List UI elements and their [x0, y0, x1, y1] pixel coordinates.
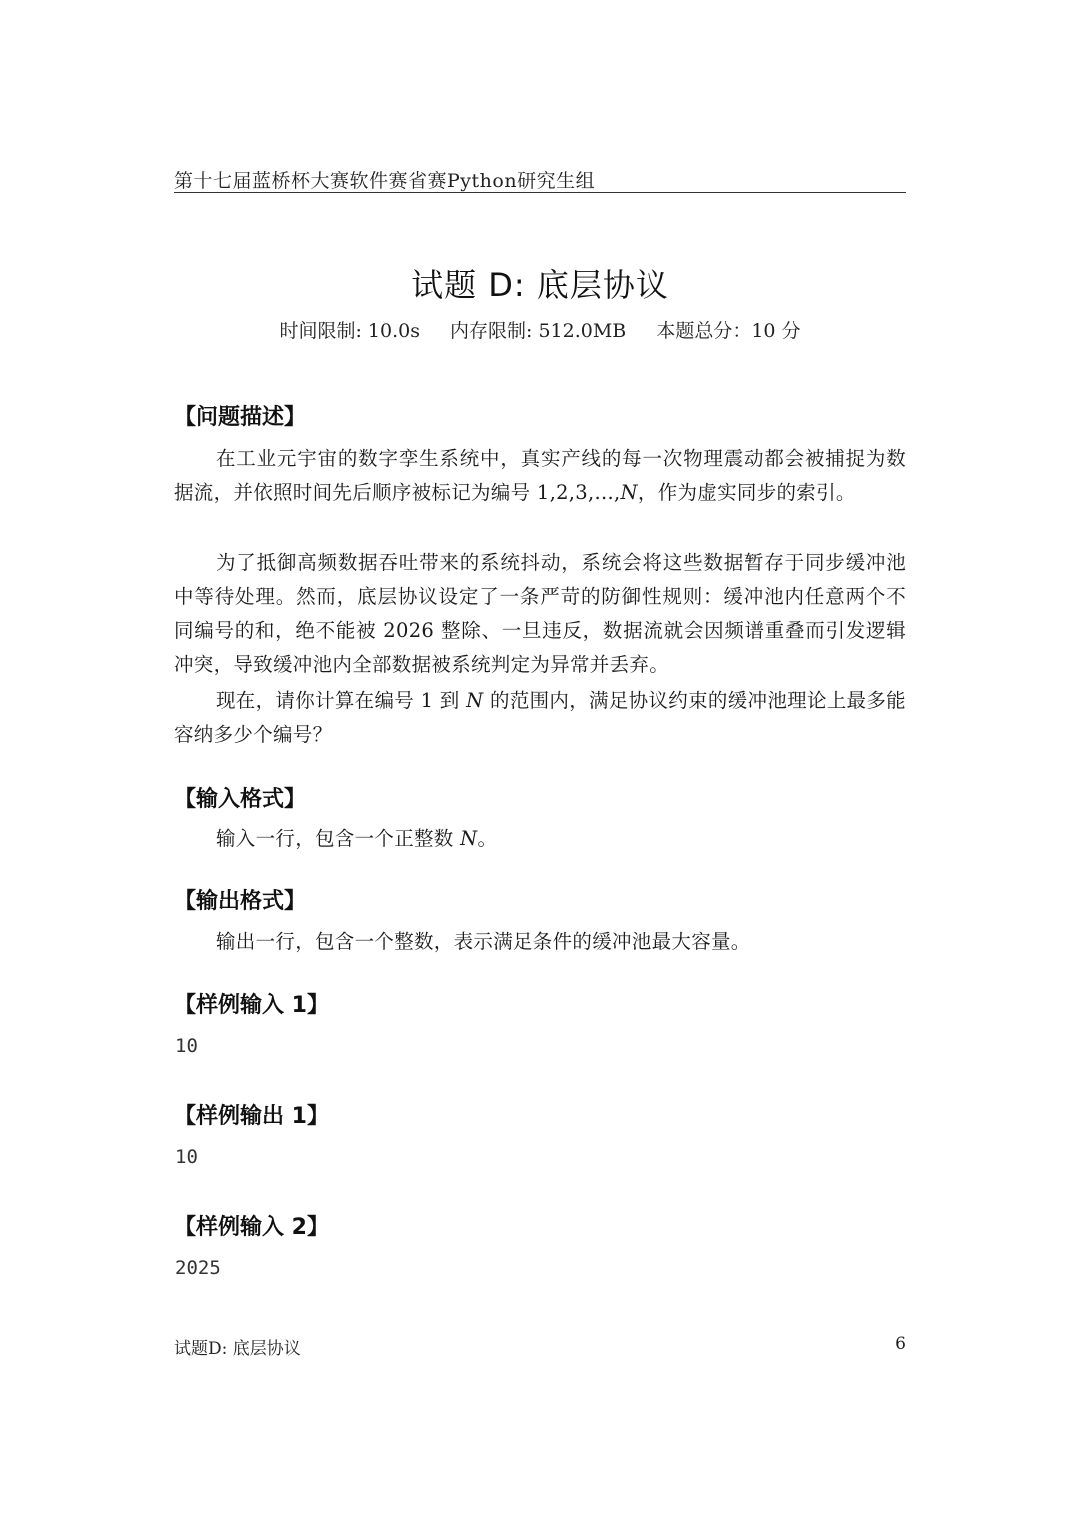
sample-output-1-heading: 【样例输出 1】: [174, 1104, 329, 1129]
sample-input-2-value: 2025: [175, 1257, 221, 1279]
output-format-heading: 【输出格式】: [174, 889, 307, 914]
variable-n: N: [466, 689, 484, 712]
input-format-heading: 【输入格式】: [174, 787, 307, 812]
footer-section-title: 试题D: 底层协议: [174, 1339, 301, 1359]
sample-input-1-value: 10: [175, 1035, 198, 1057]
sample-input-1-heading: 【样例输入 1】: [174, 993, 329, 1018]
time-limit: 时间限制: 10.0s: [279, 320, 420, 342]
description-paragraph-2: 为了抵御高频数据吞吐带来的系统抖动，系统会将这些数据暂存于同步缓冲池中等待处理。然而，底层协议设定了一条严苛的防御性规则：缓冲池内任意两个不同编号的和，绝不能被 2026 整除、一旦违反，数据流就会因频谱重叠而引发逻辑冲突，导致缓冲池内全部数据被系统判定为异常并丢弃。: [174, 551, 906, 676]
description-heading: 【问题描述】: [174, 405, 307, 430]
header-rule: [174, 192, 906, 193]
description-paragraph-3: 现在，请你计算在编号 1 到 N 的范围内，满足协议约束的缓冲池理论上最多能容纳多少个编号？: [174, 689, 906, 746]
problem-limits: [174, 316, 906, 343]
problem-title: 试题 D: 底层协议: [411, 266, 669, 304]
sample-input-2-heading: 【样例输入 2】: [174, 1215, 329, 1240]
memory-limit: 内存限制: 512.0MB: [450, 320, 627, 342]
total-score: 本题总分：10 分: [656, 320, 801, 342]
sample-output-1-value: 10: [175, 1146, 198, 1168]
variable-n: N: [620, 481, 638, 504]
footer-page-number: 6: [895, 1334, 906, 1354]
output-format-text: 输出一行，包含一个整数，表示满足条件的缓冲池最大容量。: [216, 930, 751, 953]
variable-n: N: [460, 827, 478, 850]
description-paragraph-1: 在工业元宇宙的数字孪生系统中，真实产线的每一次物理震动都会被捕捉为数据流，并依照时间先后顺序被标记为编号 1,2,3,...,N，作为虚实同步的索引。: [174, 447, 906, 504]
input-format-text: 输入一行，包含一个正整数 N。: [216, 827, 498, 850]
running-header: 第十七届蓝桥杯大赛软件赛省赛Python研究生组: [174, 170, 596, 192]
